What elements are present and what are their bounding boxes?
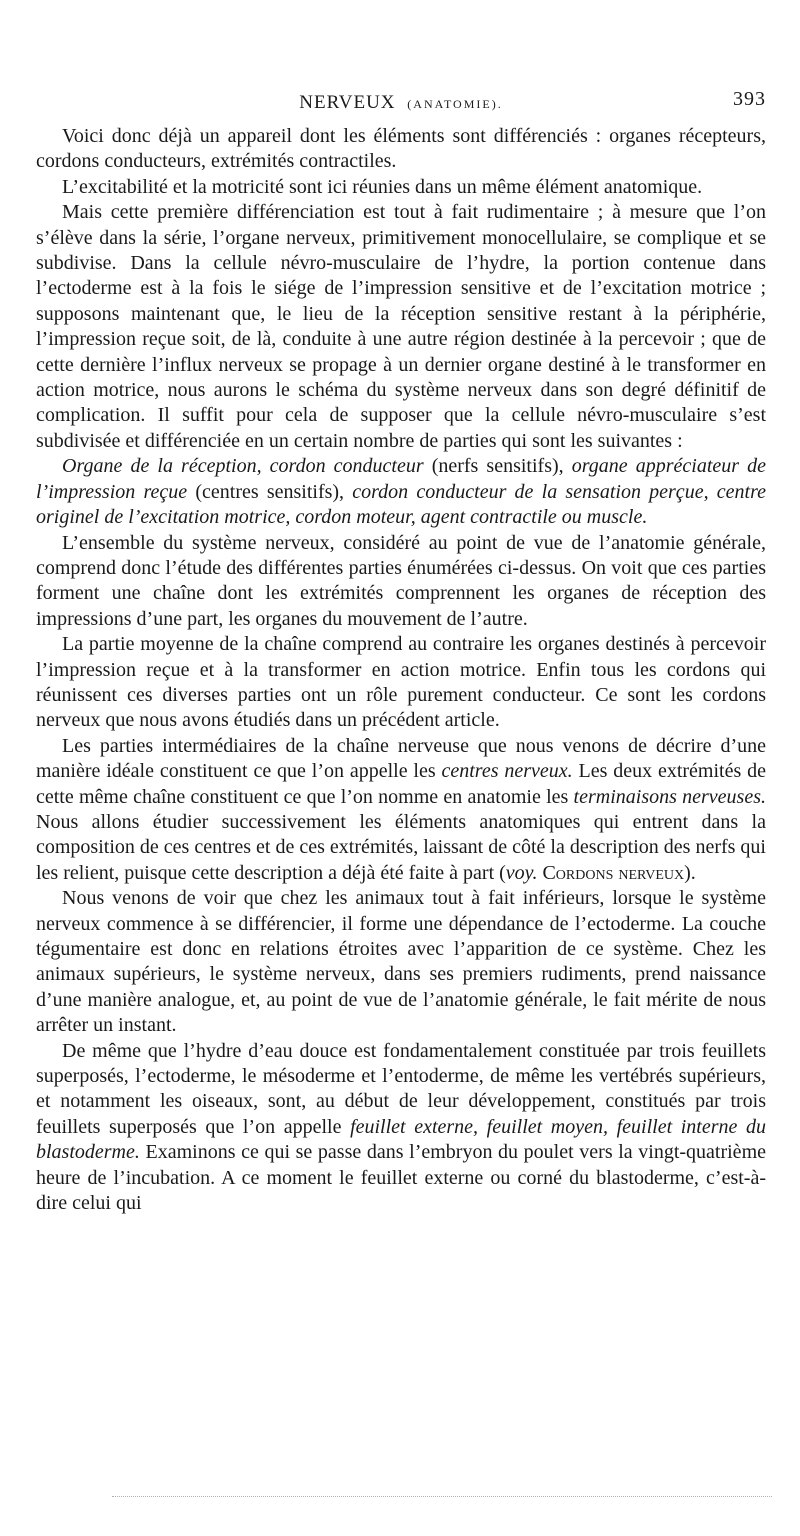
running-header (36, 84, 766, 124)
paragraph: Voici donc déjà un appareil dont les éléments sont différenciés : organes récepteurs, cordons conducteurs, extrémités contractiles. (36, 125, 766, 173)
paragraph-italic (36, 454, 766, 530)
paragraph: La partie moyenne de la chaîne comprend au contraire les organes destinés à percevoir l’impression reçue et à la transformer en action motrice. Enfin tous les cordons qui réunissent ces diverses parties ont un rôle purement conducteur. Ce sont les cordons nerveux que nous avons étudiés dans un précédent article. (36, 633, 766, 732)
paragraph: Nous venons de voir que chez les animaux tout à fait inférieurs, lorsque le système nerveux commence à se différencier, il forme une dépendance de l’ectoderme. La couche tégumentaire est donc en relations étroites avec l’apparition de ce système. Chez les animaux supérieurs, le système nerveux, dans ses premiers rudiments, prend naissance d’une manière analogue, et, au point de vue de l’anatomie générale, le fait mérite de nous arrêter un instant. (36, 887, 766, 1037)
text-run: cordon conducteur de la sensation perçue, centre originel de l’excitation motrice, cordon moteur, agent contractile ou muscle. (36, 480, 766, 529)
text-run: terminaisons nerveuses. (573, 785, 766, 808)
header-title: NERVEUX (299, 92, 396, 113)
text-run: De même que l’hydre d’eau douce est fondamentalement constituée par trois feuillets superposés, l’ectoderme, le mésoderme et l’entoderme, de même les vertébrés supérieurs, et notamment les oiseaux, sont, au début de leur développement, constitués par trois feuillets superposés que l’on appelle (36, 1039, 766, 1138)
page-number: 393 (733, 88, 766, 110)
page (36, 84, 766, 1216)
cross-reference: Cordons nerveux (542, 861, 685, 884)
paragraph: L’ensemble du système nerveux, considéré au point de vue de l’anatomie générale, comprend donc l’étude des différentes parties énumérées ci-dessus. On voit que ces parties forment une chaîne dont les extrémités comprennent les organes de réception des impressions d’une part, les organes du mouvement de l’autre. (36, 531, 766, 630)
text-run: Organe de la réception, cordon conducteur (62, 455, 432, 478)
text-run: Les parties intermédiaires de la chaîne nerveuse que nous venons de décrire d’une manière idéale constituent ce que l’on appelle les (36, 734, 766, 783)
text-run: Nous allons étudier successivement les éléments anatomiques qui entrent dans la composition de ces centres et de ces extrémités, laissant de côté la description des nerfs qui les relient, puisque cette description a déjà été faite à part ( (36, 810, 766, 884)
text-run: feuillet externe, feuillet moyen, feuillet interne du blastoderme. (36, 1115, 766, 1164)
header-subtitle: (ANATOMIE). (407, 97, 503, 111)
text-run: (centres sensitifs), (195, 480, 353, 503)
text-run: voy. (505, 861, 538, 884)
paragraph (36, 734, 766, 886)
paragraph (36, 1039, 766, 1217)
paragraph: Mais cette première différenciation est tout à fait rudimentaire ; à mesure que l’on s’élève dans la série, l’organe nerveux, primitivement monocellulaire, se complique et se subdivise. Dans la cellule névro-musculaire de l’hydre, la portion contenue dans l’ectoderme est à la fois le siége de l’impression sensitive et de l’excitation motrice ; supposons maintenant que, le lieu de la réception sensitive restant à la périphérie, l’impression reçue soit, de là, conduite à une autre région destinée à la percevoir ; que de cette dernière l’influx nerveux se propage à un dernier organe destiné à le transformer en action motrice, nous aurons le schéma du système nerveux dans son degré définitif de complication. Il suffit pour cela de supposer que la cellule névro-musculaire s’est subdivisée et différenciée en un certain nombre de parties qui sont les suivantes : (36, 201, 766, 452)
text-run: Les deux extrémités de cette même chaîne constituent ce que l’on nomme en anatomie les (36, 760, 766, 808)
running-head-title (36, 92, 766, 114)
paragraph: L’excitabilité et la motricité sont ici réunies dans un même élément anatomique. (62, 175, 703, 198)
text-run: organe appréciateur de l’impression reçue (36, 455, 767, 503)
text-run: Examinons ce qui se passe dans l’embryon du poulet vers la vingt-quatrième heure de l’incubation. A ce moment le feuillet externe ou corné du blastoderme, c’est-à-dire celui qui (36, 1141, 766, 1215)
text-run: centres nerveux. (441, 760, 573, 783)
footer-rule (112, 1496, 772, 1497)
body-text (36, 124, 766, 1216)
text-run: ). (684, 861, 696, 884)
text-run: (nerfs sensitifs), (431, 455, 572, 478)
